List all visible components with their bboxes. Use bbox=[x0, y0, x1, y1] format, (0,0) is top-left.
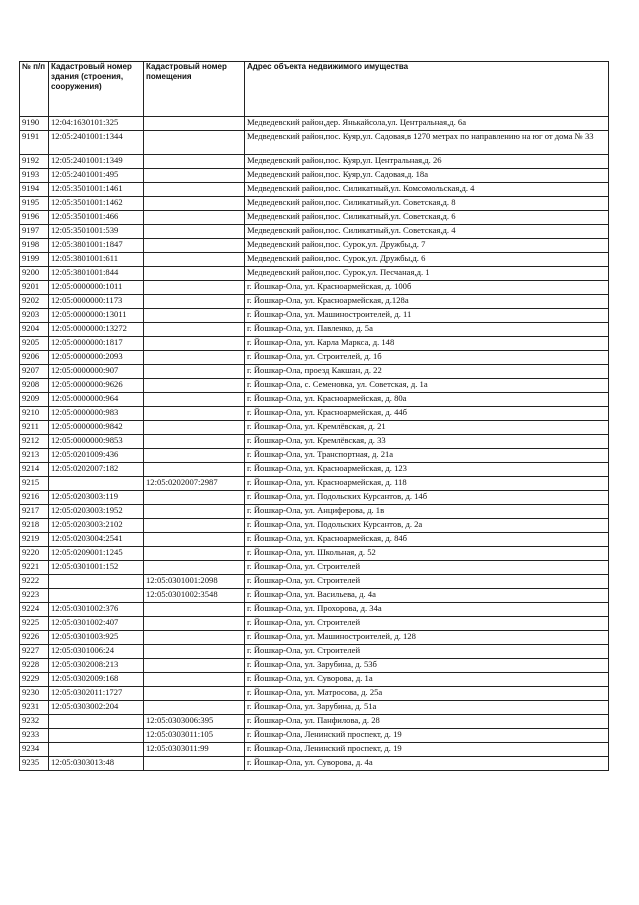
table-row bbox=[20, 547, 609, 561]
cell-number: 9192 bbox=[20, 155, 49, 169]
table-row bbox=[20, 463, 609, 477]
cell-number: 9217 bbox=[20, 505, 49, 519]
cell-room-cadastral: 12:05:0202007:2987 bbox=[144, 477, 245, 491]
cell-address: г. Йошкар-Ола, ул. Подольских Курсантов, д. 14б bbox=[245, 491, 609, 505]
cell-building-cadastral: 12:05:0000000:2093 bbox=[49, 351, 144, 365]
table-row bbox=[20, 183, 609, 197]
table-row bbox=[20, 589, 609, 603]
cell-building-cadastral bbox=[49, 477, 144, 491]
cell-address: г. Йошкар-Ола, ул. Подольских Курсантов, д. 2а bbox=[245, 519, 609, 533]
cell-address: г. Йошкар-Ола, ул. Транспортная, д. 21а bbox=[245, 449, 609, 463]
cell-building-cadastral: 12:05:0302009:168 bbox=[49, 673, 144, 687]
cell-number: 9221 bbox=[20, 561, 49, 575]
cell-address: Медведевский район,пос. Сурок,ул. Дружбы,д. 7 bbox=[245, 239, 609, 253]
cell-number: 9227 bbox=[20, 645, 49, 659]
cell-address: г. Йошкар-Ола, ул. Зарубина, д. 51а bbox=[245, 701, 609, 715]
cell-address: Медведевский район,пос. Куяр,ул. Садовая,в 1270 метрах по направлению на юг от дома № 33 bbox=[245, 131, 609, 155]
cell-number: 9214 bbox=[20, 463, 49, 477]
cell-room-cadastral bbox=[144, 449, 245, 463]
table-row bbox=[20, 337, 609, 351]
cell-building-cadastral bbox=[49, 575, 144, 589]
cell-room-cadastral bbox=[144, 267, 245, 281]
table-row bbox=[20, 659, 609, 673]
cell-address: г. Йошкар-Ола, ул. Красноармейская, д. 100б bbox=[245, 281, 609, 295]
cell-number: 9225 bbox=[20, 617, 49, 631]
cell-number: 9196 bbox=[20, 211, 49, 225]
cell-address: г. Йошкар-Ола, ул. Строителей bbox=[245, 575, 609, 589]
cell-number: 9194 bbox=[20, 183, 49, 197]
table-row bbox=[20, 169, 609, 183]
table-row bbox=[20, 281, 609, 295]
table-row bbox=[20, 253, 609, 267]
cell-address: г. Йошкар-Ола, ул. Суворова, д. 4а bbox=[245, 757, 609, 771]
cell-address: г. Йошкар-Ола, ул. Машиностроителей, д. 11 bbox=[245, 309, 609, 323]
cell-building-cadastral: 12:05:0203003:1952 bbox=[49, 505, 144, 519]
cell-building-cadastral: 12:05:0000000:9842 bbox=[49, 421, 144, 435]
cell-number: 9207 bbox=[20, 365, 49, 379]
cell-number: 9216 bbox=[20, 491, 49, 505]
cell-number: 9209 bbox=[20, 393, 49, 407]
cell-address: г. Йошкар-Ола, ул. Карла Маркса, д. 148 bbox=[245, 337, 609, 351]
cell-number: 9202 bbox=[20, 295, 49, 309]
table-row bbox=[20, 393, 609, 407]
cell-room-cadastral bbox=[144, 337, 245, 351]
cell-room-cadastral bbox=[144, 547, 245, 561]
cell-number: 9226 bbox=[20, 631, 49, 645]
cell-number: 9204 bbox=[20, 323, 49, 337]
cell-building-cadastral: 12:05:0301002:407 bbox=[49, 617, 144, 631]
cell-building-cadastral: 12:05:3801001:1847 bbox=[49, 239, 144, 253]
table-row bbox=[20, 309, 609, 323]
cell-room-cadastral: 12:05:0301001:2098 bbox=[144, 575, 245, 589]
cell-address: г. Йошкар-Ола, ул. Зарубина, д. 53б bbox=[245, 659, 609, 673]
cell-building-cadastral: 12:05:0000000:964 bbox=[49, 393, 144, 407]
cell-room-cadastral bbox=[144, 183, 245, 197]
cell-building-cadastral: 12:05:0203003:119 bbox=[49, 491, 144, 505]
cell-room-cadastral bbox=[144, 323, 245, 337]
table-row bbox=[20, 561, 609, 575]
cell-building-cadastral: 12:05:0301001:152 bbox=[49, 561, 144, 575]
cell-building-cadastral: 12:05:0000000:1173 bbox=[49, 295, 144, 309]
cell-room-cadastral bbox=[144, 169, 245, 183]
cell-building-cadastral: 12:05:0000000:1817 bbox=[49, 337, 144, 351]
cell-address: г. Йошкар-Ола, ул. Красноармейская, д. 123 bbox=[245, 463, 609, 477]
cell-building-cadastral: 12:05:0203004:2541 bbox=[49, 533, 144, 547]
cell-room-cadastral bbox=[144, 533, 245, 547]
cell-address: г. Йошкар-Ола, ул. Строителей bbox=[245, 561, 609, 575]
table-row bbox=[20, 225, 609, 239]
cell-room-cadastral bbox=[144, 365, 245, 379]
table-row bbox=[20, 603, 609, 617]
cell-room-cadastral bbox=[144, 211, 245, 225]
table-row bbox=[20, 407, 609, 421]
cell-building-cadastral: 12:05:0302011:1727 bbox=[49, 687, 144, 701]
header-room-cadastral: Кадастровый номер помещения bbox=[144, 62, 245, 117]
cell-address: г. Йошкар-Ола, ул. Анциферова, д. 1в bbox=[245, 505, 609, 519]
cell-building-cadastral: 12:05:0303002:204 bbox=[49, 701, 144, 715]
cell-address: г. Йошкар-Ола, ул. Красноармейская, д. 84б bbox=[245, 533, 609, 547]
cell-room-cadastral bbox=[144, 421, 245, 435]
cell-number: 9231 bbox=[20, 701, 49, 715]
cell-building-cadastral: 12:05:2401001:1349 bbox=[49, 155, 144, 169]
cell-room-cadastral bbox=[144, 253, 245, 267]
cell-address: г. Йошкар-Ола, ул. Красноармейская, д. 80а bbox=[245, 393, 609, 407]
table-row bbox=[20, 131, 609, 155]
cell-number: 9208 bbox=[20, 379, 49, 393]
cell-building-cadastral: 12:05:0000000:9853 bbox=[49, 435, 144, 449]
cell-building-cadastral: 12:05:3501001:1461 bbox=[49, 183, 144, 197]
cell-address: Медведевский район,пос. Куяр,ул. Садовая,д. 18а bbox=[245, 169, 609, 183]
cell-room-cadastral bbox=[144, 295, 245, 309]
cell-room-cadastral bbox=[144, 617, 245, 631]
cell-room-cadastral bbox=[144, 131, 245, 155]
cell-building-cadastral: 12:05:3501001:1462 bbox=[49, 197, 144, 211]
cell-address: г. Йошкар-Ола, ул. Строителей, д. 1б bbox=[245, 351, 609, 365]
table-row bbox=[20, 365, 609, 379]
table-row bbox=[20, 155, 609, 169]
cell-room-cadastral: 12:05:0303011:99 bbox=[144, 743, 245, 757]
cell-room-cadastral bbox=[144, 239, 245, 253]
cell-address: г. Йошкар-Ола, ул. Матросова, д. 25а bbox=[245, 687, 609, 701]
cell-building-cadastral: 12:05:0209001:1245 bbox=[49, 547, 144, 561]
cell-room-cadastral bbox=[144, 117, 245, 131]
cell-building-cadastral: 12:05:0000000:907 bbox=[49, 365, 144, 379]
document-page bbox=[19, 61, 608, 771]
cell-address: г. Йошкар-Ола, ул. Кремлёвская, д. 21 bbox=[245, 421, 609, 435]
cell-room-cadastral bbox=[144, 673, 245, 687]
cell-address: г. Йошкар-Ола, ул. Машиностроителей, д. 128 bbox=[245, 631, 609, 645]
cell-address: г. Йошкар-Ола, ул. Павленко, д. 5а bbox=[245, 323, 609, 337]
cell-address: г. Йошкар-Ола, Ленинский проспект, д. 19 bbox=[245, 729, 609, 743]
cell-building-cadastral: 12:05:0301002:376 bbox=[49, 603, 144, 617]
table-row bbox=[20, 379, 609, 393]
cell-number: 9218 bbox=[20, 519, 49, 533]
cell-room-cadastral bbox=[144, 351, 245, 365]
table-row bbox=[20, 757, 609, 771]
cell-building-cadastral: 12:05:0000000:1011 bbox=[49, 281, 144, 295]
cell-number: 9232 bbox=[20, 715, 49, 729]
cell-number: 9224 bbox=[20, 603, 49, 617]
header-building-cadastral: Кадастровый номер здания (строения, сооружения) bbox=[49, 62, 144, 117]
header-number: № п/п bbox=[20, 62, 49, 117]
cell-room-cadastral: 12:05:0303011:105 bbox=[144, 729, 245, 743]
cell-room-cadastral bbox=[144, 519, 245, 533]
table-row bbox=[20, 449, 609, 463]
table-row bbox=[20, 505, 609, 519]
table-row bbox=[20, 491, 609, 505]
cell-address: Медведевский район,пос. Силикатный,ул. Советская,д. 8 bbox=[245, 197, 609, 211]
table-row bbox=[20, 211, 609, 225]
cell-building-cadastral: 12:05:3801001:844 bbox=[49, 267, 144, 281]
cell-number: 9197 bbox=[20, 225, 49, 239]
cell-address: Медведевский район,пос. Сурок,ул. Дружбы,д. 6 bbox=[245, 253, 609, 267]
cell-number: 9200 bbox=[20, 267, 49, 281]
cell-number: 9203 bbox=[20, 309, 49, 323]
cell-address: г. Йошкар-Ола, проезд Какшан, д. 22 bbox=[245, 365, 609, 379]
table-row bbox=[20, 351, 609, 365]
table-row bbox=[20, 197, 609, 211]
cell-room-cadastral bbox=[144, 407, 245, 421]
property-table bbox=[19, 61, 609, 771]
cell-number: 9222 bbox=[20, 575, 49, 589]
cell-address: г. Йошкар-Ола, ул. Школьная, д. 52 bbox=[245, 547, 609, 561]
table-row bbox=[20, 117, 609, 131]
cell-building-cadastral: 12:05:2401001:495 bbox=[49, 169, 144, 183]
cell-room-cadastral bbox=[144, 155, 245, 169]
cell-building-cadastral bbox=[49, 743, 144, 757]
cell-number: 9206 bbox=[20, 351, 49, 365]
cell-number: 9205 bbox=[20, 337, 49, 351]
cell-building-cadastral: 12:05:2401001:1344 bbox=[49, 131, 144, 155]
cell-room-cadastral bbox=[144, 603, 245, 617]
cell-room-cadastral bbox=[144, 435, 245, 449]
cell-address: г. Йошкар-Ола, с. Семеновка, ул. Советская, д. 1а bbox=[245, 379, 609, 393]
table-row bbox=[20, 673, 609, 687]
cell-number: 9201 bbox=[20, 281, 49, 295]
cell-building-cadastral bbox=[49, 715, 144, 729]
cell-number: 9193 bbox=[20, 169, 49, 183]
cell-number: 9191 bbox=[20, 131, 49, 155]
cell-room-cadastral bbox=[144, 309, 245, 323]
table-row bbox=[20, 533, 609, 547]
cell-number: 9235 bbox=[20, 757, 49, 771]
cell-address: г. Йошкар-Ола, ул. Строителей bbox=[245, 617, 609, 631]
cell-room-cadastral bbox=[144, 491, 245, 505]
cell-address: г. Йошкар-Ола, ул. Красноармейская, д. 118 bbox=[245, 477, 609, 491]
cell-address: Медведевский район,дер. Янькайсола,ул. Центральная,д. 6а bbox=[245, 117, 609, 131]
cell-room-cadastral bbox=[144, 645, 245, 659]
cell-room-cadastral bbox=[144, 379, 245, 393]
cell-room-cadastral bbox=[144, 281, 245, 295]
cell-building-cadastral: 12:05:0301003:925 bbox=[49, 631, 144, 645]
cell-building-cadastral: 12:05:0000000:13272 bbox=[49, 323, 144, 337]
cell-number: 9199 bbox=[20, 253, 49, 267]
cell-address: г. Йошкар-Ола, ул. Панфилова, д. 28 bbox=[245, 715, 609, 729]
cell-building-cadastral: 12:05:0303013:48 bbox=[49, 757, 144, 771]
table-row bbox=[20, 645, 609, 659]
cell-building-cadastral: 12:05:3801001:611 bbox=[49, 253, 144, 267]
cell-number: 9210 bbox=[20, 407, 49, 421]
cell-room-cadastral: 12:05:0303006:395 bbox=[144, 715, 245, 729]
table-row bbox=[20, 687, 609, 701]
table-row bbox=[20, 631, 609, 645]
cell-number: 9230 bbox=[20, 687, 49, 701]
table-row bbox=[20, 435, 609, 449]
cell-address: Медведевский район,пос. Силикатный,ул. Комсомольская,д. 4 bbox=[245, 183, 609, 197]
cell-address: г. Йошкар-Ола, ул. Красноармейская, д. 44б bbox=[245, 407, 609, 421]
cell-address: г. Йошкар-Ола, ул. Васильева, д. 4а bbox=[245, 589, 609, 603]
cell-building-cadastral: 12:05:0000000:983 bbox=[49, 407, 144, 421]
cell-building-cadastral: 12:05:0302008:213 bbox=[49, 659, 144, 673]
cell-building-cadastral: 12:05:0000000:9626 bbox=[49, 379, 144, 393]
table-row bbox=[20, 715, 609, 729]
table-header-row bbox=[20, 62, 609, 117]
cell-room-cadastral bbox=[144, 197, 245, 211]
cell-room-cadastral bbox=[144, 463, 245, 477]
table-row bbox=[20, 295, 609, 309]
cell-address: г. Йошкар-Ола, ул. Красноармейская, д.128а bbox=[245, 295, 609, 309]
cell-number: 9211 bbox=[20, 421, 49, 435]
cell-address: Медведевский район,пос. Силикатный,ул. Советская,д. 4 bbox=[245, 225, 609, 239]
table-row bbox=[20, 729, 609, 743]
cell-number: 9212 bbox=[20, 435, 49, 449]
cell-number: 9233 bbox=[20, 729, 49, 743]
cell-building-cadastral: 12:05:0202007:182 bbox=[49, 463, 144, 477]
cell-number: 9228 bbox=[20, 659, 49, 673]
table-row bbox=[20, 421, 609, 435]
table-row bbox=[20, 267, 609, 281]
cell-number: 9198 bbox=[20, 239, 49, 253]
cell-building-cadastral: 12:05:0201009:436 bbox=[49, 449, 144, 463]
cell-number: 9190 bbox=[20, 117, 49, 131]
cell-building-cadastral: 12:05:0000000:13011 bbox=[49, 309, 144, 323]
cell-building-cadastral: 12:05:0301006:24 bbox=[49, 645, 144, 659]
cell-building-cadastral bbox=[49, 589, 144, 603]
table-row bbox=[20, 477, 609, 491]
cell-address: г. Йошкар-Ола, ул. Строителей bbox=[245, 645, 609, 659]
cell-room-cadastral bbox=[144, 757, 245, 771]
table-row bbox=[20, 519, 609, 533]
cell-number: 9215 bbox=[20, 477, 49, 491]
cell-address: г. Йошкар-Ола, Ленинский проспект, д. 19 bbox=[245, 743, 609, 757]
cell-number: 9219 bbox=[20, 533, 49, 547]
cell-number: 9234 bbox=[20, 743, 49, 757]
table-row bbox=[20, 575, 609, 589]
table-row bbox=[20, 323, 609, 337]
cell-number: 9229 bbox=[20, 673, 49, 687]
cell-room-cadastral bbox=[144, 393, 245, 407]
cell-address: Медведевский район,пос. Куяр,ул. Центральная,д. 26 bbox=[245, 155, 609, 169]
table-row bbox=[20, 743, 609, 757]
table-row bbox=[20, 701, 609, 715]
cell-number: 9213 bbox=[20, 449, 49, 463]
cell-address: Медведевский район,пос. Силикатный,ул. Советская,д. 6 bbox=[245, 211, 609, 225]
cell-building-cadastral: 12:05:3501001:539 bbox=[49, 225, 144, 239]
cell-number: 9223 bbox=[20, 589, 49, 603]
cell-room-cadastral bbox=[144, 561, 245, 575]
cell-address: г. Йошкар-Ола, ул. Прохорова, д. 34а bbox=[245, 603, 609, 617]
cell-room-cadastral bbox=[144, 225, 245, 239]
cell-building-cadastral bbox=[49, 729, 144, 743]
cell-room-cadastral bbox=[144, 659, 245, 673]
cell-building-cadastral: 12:05:0203003:2102 bbox=[49, 519, 144, 533]
cell-room-cadastral bbox=[144, 701, 245, 715]
cell-number: 9195 bbox=[20, 197, 49, 211]
cell-room-cadastral bbox=[144, 687, 245, 701]
cell-room-cadastral: 12:05:0301002:3548 bbox=[144, 589, 245, 603]
cell-room-cadastral bbox=[144, 505, 245, 519]
cell-address: Медведевский район,пос. Сурок,ул. Песчаная,д. 1 bbox=[245, 267, 609, 281]
table-row bbox=[20, 239, 609, 253]
header-address: Адрес объекта недвижимого имущества bbox=[245, 62, 609, 117]
cell-number: 9220 bbox=[20, 547, 49, 561]
cell-address: г. Йошкар-Ола, ул. Суворова, д. 1а bbox=[245, 673, 609, 687]
cell-building-cadastral: 12:05:3501001:466 bbox=[49, 211, 144, 225]
cell-room-cadastral bbox=[144, 631, 245, 645]
table-row bbox=[20, 617, 609, 631]
cell-address: г. Йошкар-Ола, ул. Кремлёвская, д. 33 bbox=[245, 435, 609, 449]
cell-building-cadastral: 12:04:1630101:325 bbox=[49, 117, 144, 131]
